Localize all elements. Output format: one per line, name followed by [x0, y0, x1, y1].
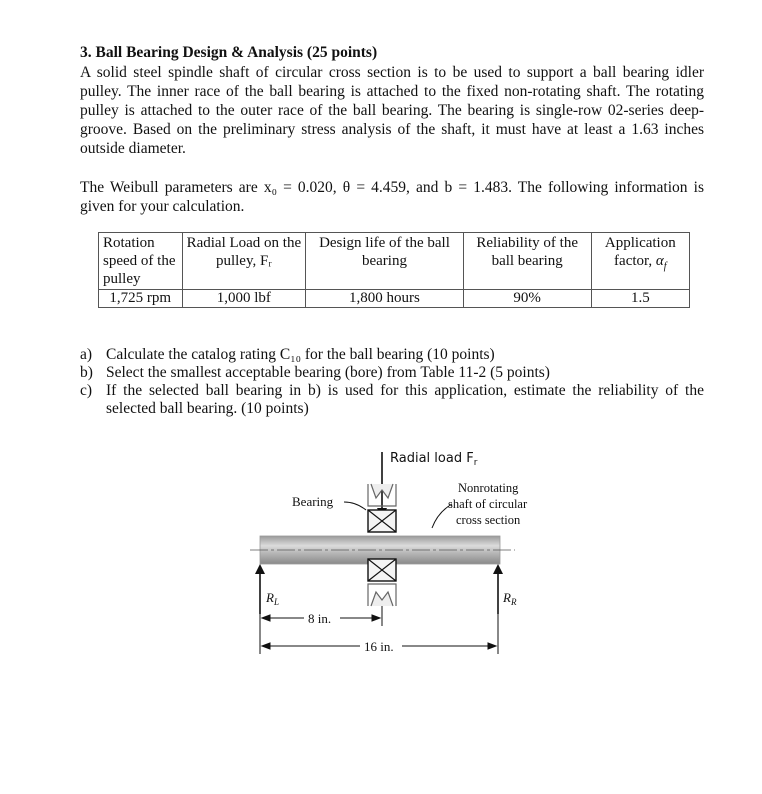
- question-b: [80, 364, 704, 382]
- problem-paragraph-2: [80, 178, 704, 216]
- left-reaction-arrow: [255, 564, 265, 614]
- pulley-lower: [368, 584, 396, 606]
- question-label: b): [80, 364, 93, 381]
- question-a: [80, 346, 704, 364]
- value-reliability: 90%: [463, 290, 591, 308]
- dimension-8-label: 8 in.: [308, 611, 332, 626]
- question-c: [80, 382, 704, 418]
- bearing-upper-icon: [368, 510, 396, 532]
- value-design-life: 1,800 hours: [306, 290, 464, 308]
- value-application-factor: 1.5: [591, 290, 689, 308]
- question-text: Select the smallest acceptable bearing (bore) from Table 11-2 (5 points): [106, 364, 550, 381]
- reaction-left-label: $R_L$: [266, 590, 279, 607]
- value-rotation-speed: 1,725 rpm: [99, 290, 183, 308]
- problem-heading: 3. Ball Bearing Design & Analysis (25 points): [80, 44, 378, 61]
- reaction-right-label: $R_R$: [503, 590, 517, 607]
- nonrotating-label-2: shaft of circular: [448, 497, 528, 511]
- header-rotation-speed: Rotation speed of the pulley: [99, 233, 183, 290]
- value-radial-load: 1,000 lbf: [182, 290, 306, 308]
- header-reliability: Reliability of the ball bearing: [463, 233, 591, 290]
- right-reaction-arrow: [493, 564, 503, 614]
- shaft-bearing-diagram: [240, 440, 540, 665]
- weibull-parameters-line-2: given for your calculation.: [80, 198, 245, 215]
- bearing-lower-icon: [368, 559, 396, 581]
- nonrotating-label-3: cross section: [456, 513, 521, 527]
- problem-paragraph-1: A solid steel spindle shaft of circular cross section is to be used to support a ball bearing idler pulley. The inner race of the ball bearing is attached to the fixed non-rotating shaft. The rotating pulley is attached to the outer race of the ball bearing. The bearing is single-row 02-series deep-groove. Based on the preliminary stress analysis of the shaft, it must have at least a 1.63 inches outside diameter.: [80, 64, 704, 157]
- dimension-16-label: 16 in.: [364, 639, 394, 654]
- given-data-table: [98, 232, 690, 308]
- radial-load-label: Radial load $F_r$: [390, 451, 478, 468]
- question-label: c): [80, 382, 93, 399]
- weibull-parameters-line: The Weibull parameters are x₀ = 0.020, θ = 4.459, and b = 1.483. The following information is: [80, 179, 704, 196]
- table-values-row: [99, 290, 690, 308]
- question-text: Calculate the catalog rating C₁₀ for the ball bearing (10 points): [106, 346, 495, 363]
- header-radial-load: Radial Load on the pulley, Fᵣ: [182, 233, 306, 290]
- header-design-life: Design life of the ball bearing: [306, 233, 464, 290]
- nonrotating-label-1: Nonrotating: [458, 481, 519, 495]
- header-application-factor: [591, 233, 689, 290]
- bearing-leader-line: [344, 502, 366, 510]
- alpha-f-symbol: $\alpha_f$: [655, 253, 667, 272]
- bearing-label: Bearing: [292, 494, 334, 509]
- application-factor-text: Application factor,: [604, 235, 676, 269]
- question-label: a): [80, 346, 93, 363]
- question-text: If the selected ball bearing in b) is used for this application, estimate the reliability of the selected ball bearing. (10 points): [106, 382, 704, 417]
- table-header-row: [99, 233, 690, 290]
